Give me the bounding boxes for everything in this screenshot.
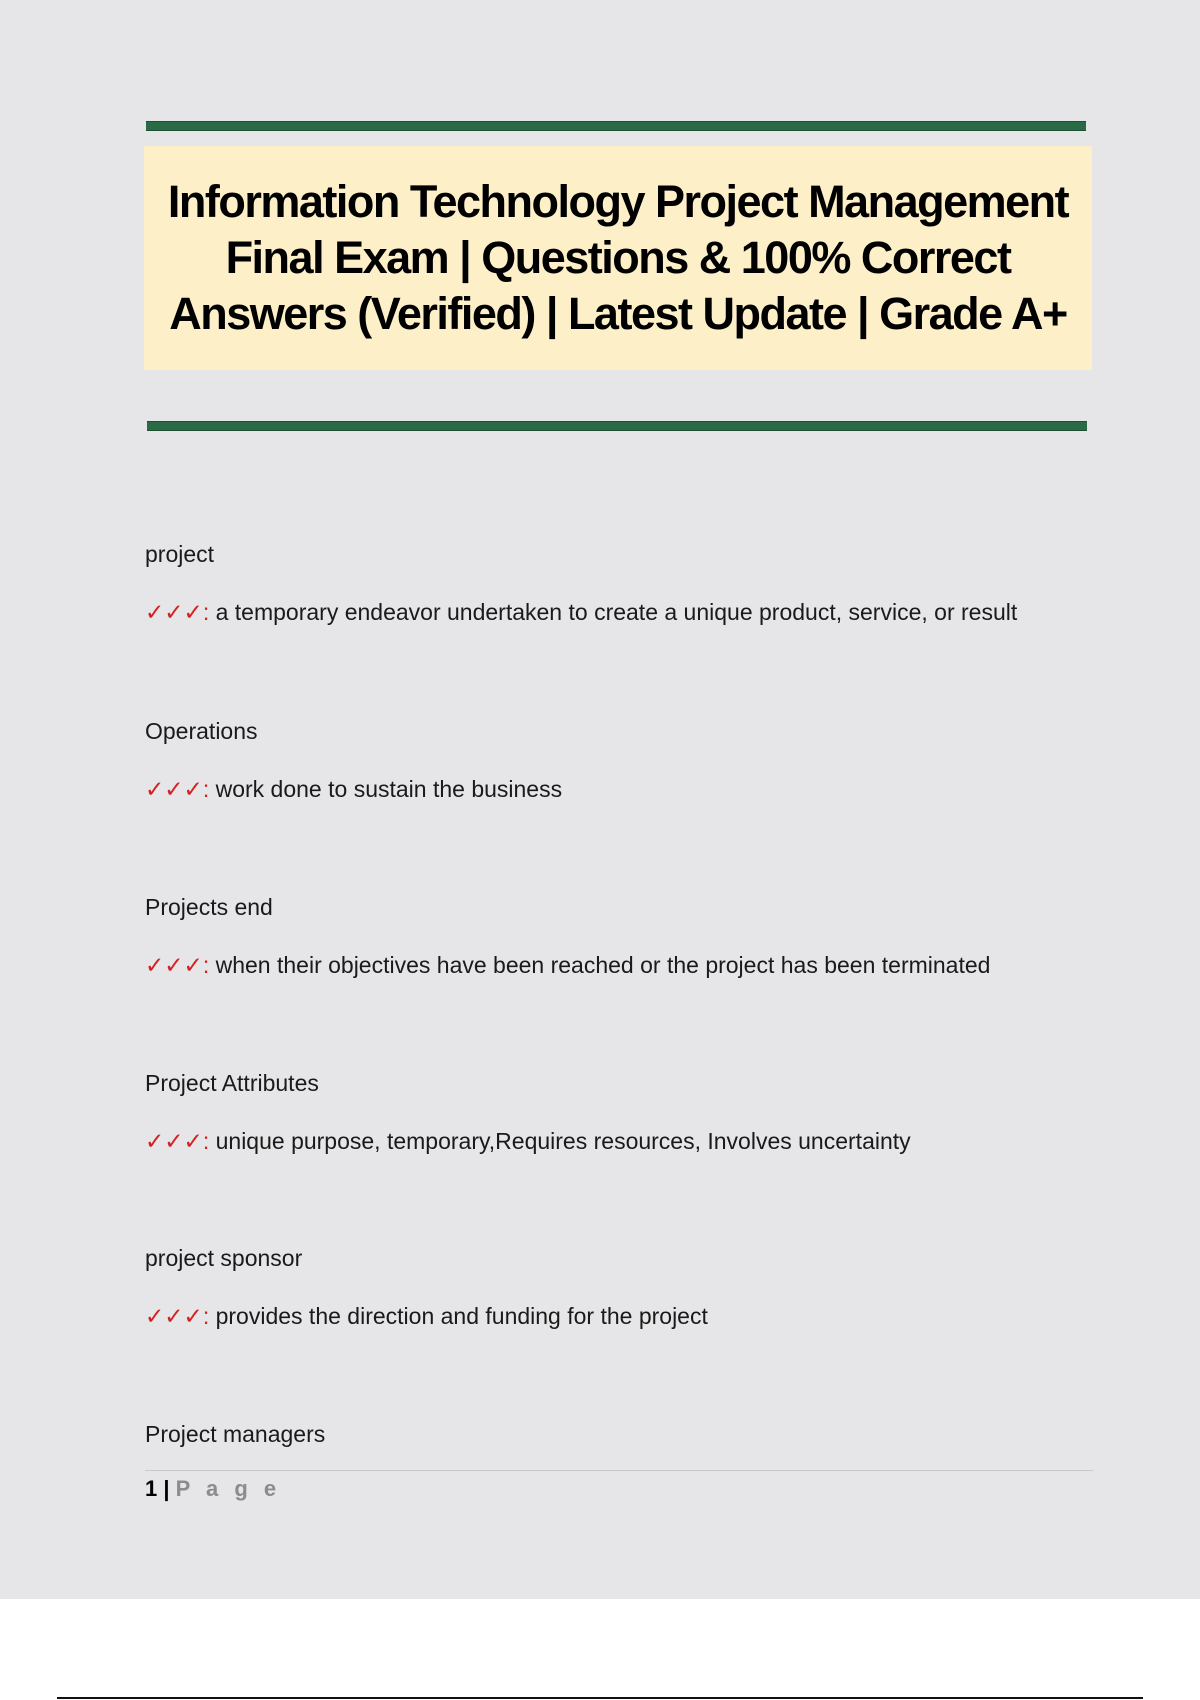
question-term: project sponsor xyxy=(145,1245,303,1271)
question-term: Projects end xyxy=(145,894,273,920)
answer-line xyxy=(145,599,1017,626)
check-marks-icon: ✓✓✓: xyxy=(145,1128,210,1154)
answer-text: a temporary endeavor undertaken to create a unique product, service, or result xyxy=(215,599,1018,625)
answer-text: unique purpose, temporary,Requires resources, Involves uncertainty xyxy=(215,1128,911,1154)
title-top-rule xyxy=(146,121,1086,131)
check-marks-icon: ✓✓✓: xyxy=(145,776,210,802)
page-number: 1 | xyxy=(145,1476,170,1501)
question-term: Project managers xyxy=(145,1421,326,1447)
title-banner xyxy=(144,146,1092,370)
answer-line xyxy=(145,1128,911,1155)
next-page-rule xyxy=(57,1697,1143,1699)
check-marks-icon: ✓✓✓: xyxy=(145,599,210,625)
page-footer xyxy=(145,1476,281,1502)
footer-divider xyxy=(145,1470,1093,1471)
check-marks-icon: ✓✓✓: xyxy=(145,952,210,978)
title-bottom-rule xyxy=(147,421,1087,431)
answer-line xyxy=(145,776,562,803)
question-term: Project Attributes xyxy=(145,1070,319,1096)
document-title: Information Technology Project Management Final Exam | Questions & 100% Correct Answers (Verified) | Latest Update | Grade A+ xyxy=(167,176,1069,339)
check-marks-icon: ✓✓✓: xyxy=(145,1303,210,1329)
answer-text: work done to sustain the business xyxy=(215,776,563,802)
answer-text: when their objectives have been reached or the project has been terminated xyxy=(215,952,991,978)
answer-line xyxy=(145,1303,708,1330)
page-label: P a g e xyxy=(175,1476,282,1501)
question-term: Operations xyxy=(145,718,258,744)
question-term: project xyxy=(145,541,215,567)
answer-text: provides the direction and funding for the project xyxy=(215,1303,708,1329)
answer-line xyxy=(145,952,990,979)
